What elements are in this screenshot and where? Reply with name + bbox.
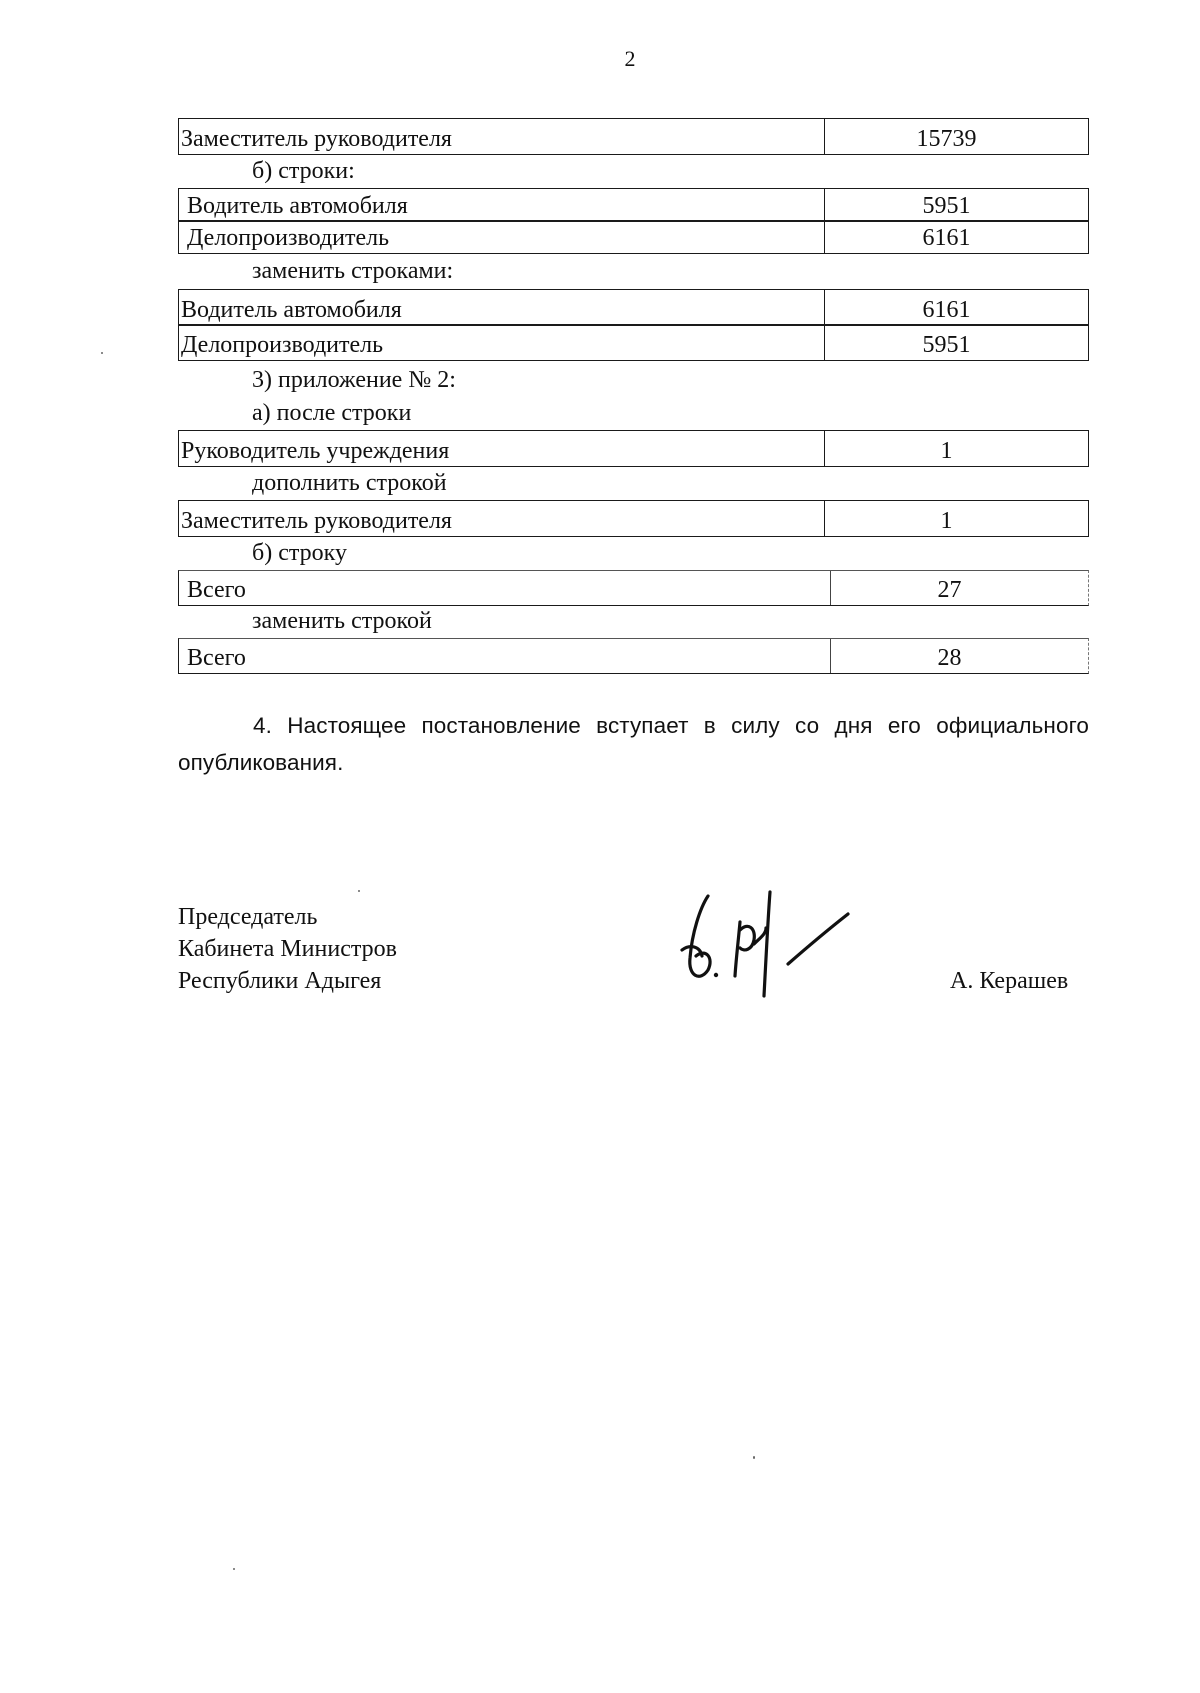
- row-label: Всего: [179, 571, 831, 605]
- table-row: [178, 570, 1089, 606]
- row-value: 6161: [922, 225, 971, 251]
- table-row: [178, 638, 1089, 674]
- instruction-text: б) строки:: [252, 158, 355, 184]
- instruction-text: а) после строки: [252, 400, 412, 426]
- row-value: 5951: [922, 332, 971, 358]
- page-number: 2: [624, 46, 636, 71]
- signer-name: А. Керашев: [950, 968, 1069, 994]
- row-value: 15739: [916, 126, 977, 152]
- table-row: [178, 220, 1089, 254]
- row-label: Заместитель руководителя: [179, 119, 825, 154]
- signer-title-line: Кабинета Министров: [178, 936, 397, 962]
- row-label: Всего: [179, 639, 831, 673]
- signer-title-line: Председатель: [178, 904, 318, 930]
- row-label: Руководитель учреждения: [179, 431, 825, 466]
- instruction-text: дополнить строкой: [252, 470, 447, 496]
- table-row: [178, 118, 1089, 155]
- table-row: [178, 500, 1089, 537]
- table-row: [178, 324, 1089, 361]
- row-label: Делопроизводитель: [179, 221, 825, 253]
- row-value: 5951: [922, 193, 971, 219]
- row-label: Водитель автомобиля: [179, 189, 825, 221]
- scan-speck: [358, 890, 360, 892]
- instruction-text: б) строку: [252, 540, 347, 566]
- scan-speck: [101, 352, 103, 354]
- row-label: Делопроизводитель: [179, 325, 825, 360]
- table-row: [178, 430, 1089, 467]
- instruction-text: 3) приложение № 2:: [252, 367, 456, 393]
- row-value: 27: [937, 577, 962, 603]
- row-value: 1: [940, 508, 953, 534]
- row-value: 6161: [922, 297, 971, 323]
- row-label: Заместитель руководителя: [179, 501, 825, 536]
- paragraph-effective-date: 4. Настоящее постановление вступает в силу со дня его официального опубликования.: [178, 713, 1089, 775]
- instruction-text: заменить строками:: [252, 258, 454, 284]
- table-row: [178, 188, 1089, 222]
- handwritten-signature: [670, 878, 870, 998]
- row-value: 28: [937, 645, 962, 671]
- row-label: Водитель автомобиля: [179, 290, 825, 325]
- scan-speck: [233, 1568, 235, 1570]
- signer-title-line: Республики Адыгея: [178, 968, 382, 994]
- row-value: 1: [940, 438, 953, 464]
- instruction-text: заменить строкой: [252, 608, 432, 634]
- table-row: [178, 289, 1089, 326]
- scan-speck: [753, 1456, 755, 1459]
